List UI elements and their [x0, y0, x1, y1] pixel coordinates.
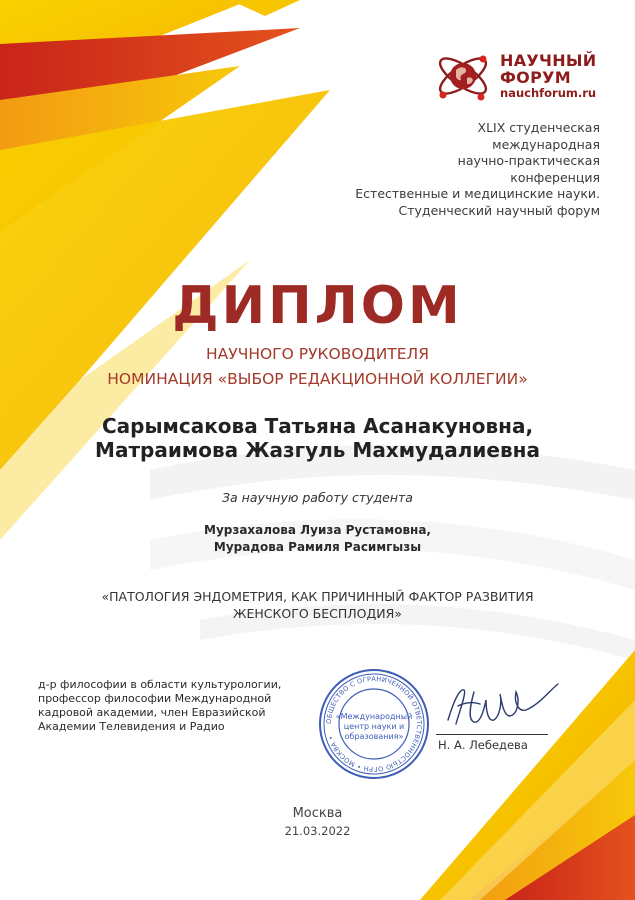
handwritten-signature: [440, 680, 560, 730]
logo-line2: ФОРУМ: [500, 68, 571, 87]
recipient-name: Сарымсакова Татьяна Асанакуновна,: [101, 414, 534, 438]
stamp-center-line: центр науки и: [343, 722, 405, 731]
student-name: Мурзахалова Луиза Рустамовна,: [204, 523, 431, 537]
diploma-nomination: НОМИНАЦИЯ «ВЫБОР РЕДАКЦИОННОЙ КОЛЛЕГИИ»: [107, 370, 528, 388]
signer-description-line: профессор философии Международной: [38, 692, 272, 705]
conference-line: конференция: [510, 169, 600, 185]
recipient-names: [0, 414, 635, 462]
atom-globe-icon: [434, 44, 492, 106]
signer-description-line: кадровой академии, член Евразийской: [38, 706, 266, 719]
conference-info: [300, 120, 600, 219]
signature-line: [436, 734, 548, 735]
stamp-center-line: образования»: [344, 732, 404, 741]
date: 21.03.2022: [284, 824, 351, 838]
signer-description: [38, 678, 328, 734]
conference-line: XLIX студенческая: [477, 120, 600, 135]
top-right-yellow-edge: [230, 0, 300, 16]
logo-url: nauchforum.ru: [500, 86, 597, 100]
for-work-text: За научную работу студента: [222, 490, 413, 505]
conference-line: международная: [492, 136, 600, 152]
signer-name: Н. А. Лебедева: [438, 738, 528, 752]
diploma-subtitle: НАУЧНОГО РУКОВОДИТЕЛЯ: [206, 345, 429, 363]
signer-description-line: Академии Телевидения и Радио: [38, 720, 225, 733]
conference-line: Естественные и медицинские науки.: [355, 186, 600, 201]
seal-stamp: [318, 668, 430, 780]
work-title-line: «ПАТОЛОГИЯ ЭНДОМЕТРИЯ, КАК ПРИЧИННЫЙ ФАКТОР РАЗВИТИЯ: [101, 589, 534, 604]
diploma-title: ДИПЛОМ: [172, 276, 463, 336]
stamp-center-line: «Международный: [335, 712, 413, 721]
logo: [434, 44, 604, 108]
work-title: [0, 588, 635, 622]
student-name: Мурадова Рамиля Расимгызы: [213, 540, 422, 554]
conference-line: научно-практическая: [457, 153, 600, 168]
student-names: [0, 522, 635, 556]
logo-line1: НАУЧНЫЙ: [500, 51, 597, 70]
signer-description-line: д-р философии в области культурологии,: [38, 678, 282, 691]
conference-line: Студенческий научный форум: [398, 202, 600, 218]
stamp-ring-text: ОБЩЕСТВО С ОГРАНИЧЕННОЙ ОТВЕТСТВЕННОСТЬЮ ОГРН • МОСКВА •: [324, 674, 424, 774]
work-title-line: ЖЕНСКОГО БЕСПЛОДИЯ»: [233, 606, 402, 621]
city: Москва: [292, 806, 343, 821]
logo-text: [500, 52, 597, 101]
recipient-name: Матраимова Жазгуль Махмудалиевна: [95, 438, 540, 462]
